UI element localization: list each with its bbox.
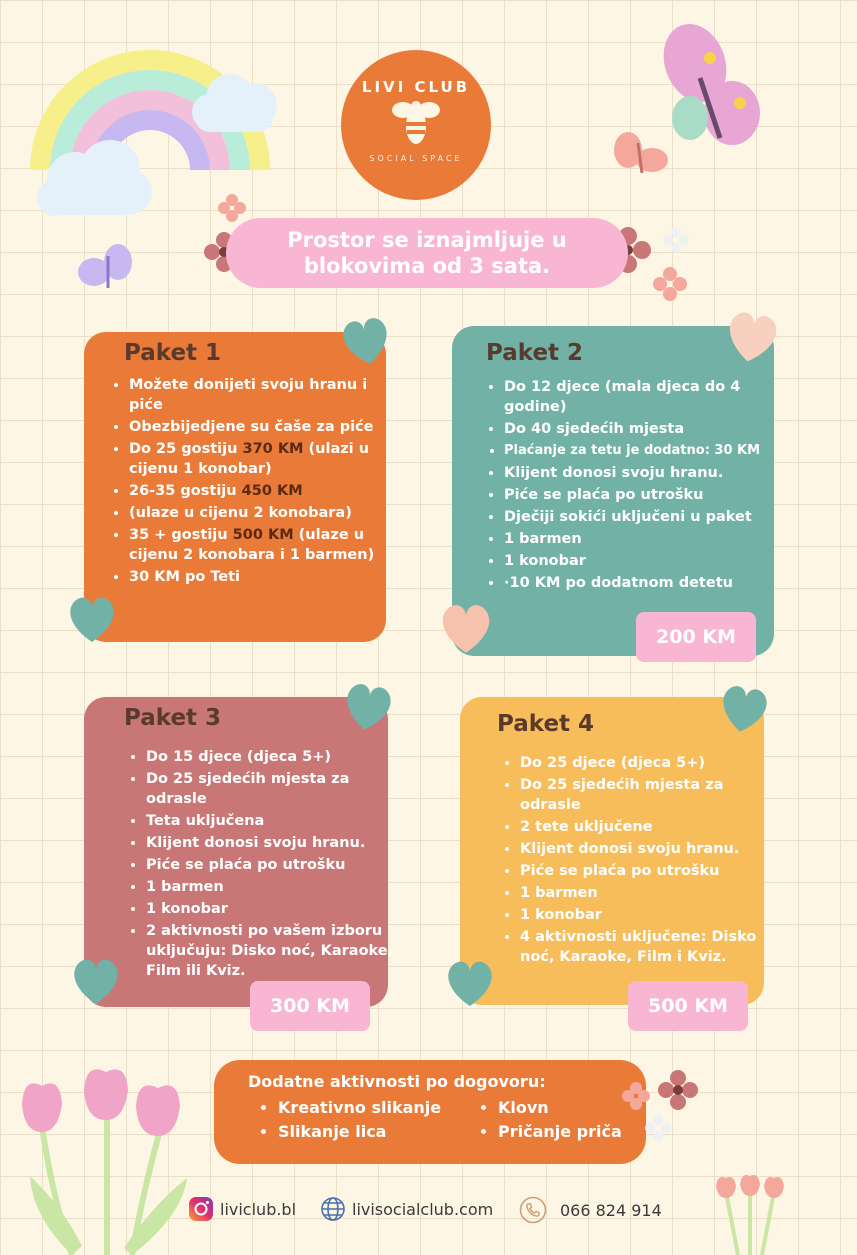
list-item: • Do 25 djece (djeca 5+) xyxy=(520,753,770,773)
list-item: • 1 barmen xyxy=(520,883,770,903)
banner-line-2: blokovima od 3 sata. xyxy=(303,254,551,278)
rental-banner xyxy=(226,218,628,288)
logo-subtitle: SOCIAL SPACE xyxy=(369,154,463,163)
heart-icon xyxy=(716,680,772,736)
globe-icon xyxy=(320,1196,346,1222)
list-item: • 35 + gostiju 500 KM (ulaze u cijenu 2 konobara i 1 barmen) xyxy=(129,525,384,565)
list-item: • 2 tete uključene xyxy=(520,817,770,837)
footer-instagram[interactable] xyxy=(188,1196,296,1222)
list-item: • 1 konobar xyxy=(504,551,789,571)
heart-icon xyxy=(442,952,498,1012)
heart-icon xyxy=(722,306,782,366)
package-card-3 xyxy=(84,697,394,1007)
package-title: Paket 1 xyxy=(124,340,222,366)
package-card-1 xyxy=(84,332,386,642)
phone-icon xyxy=(518,1196,548,1224)
flower-icon xyxy=(618,1066,708,1146)
list-item: • Do 25 sjedećih mjesta za odrasle xyxy=(520,775,770,815)
list-item: • 4 aktivnosti uključene: Disko noć, Karaoke, Film i Kviz. xyxy=(520,927,770,967)
list-item: • Piće se plaća po utrošku xyxy=(520,861,770,881)
list-item: • 26-35 gostiju 450 KM xyxy=(129,481,384,501)
extras-list xyxy=(258,1096,458,1144)
package-title: Paket 4 xyxy=(497,711,595,737)
list-item: • 1 konobar xyxy=(146,899,394,919)
package-card-2 xyxy=(452,326,774,656)
banner-line-1: Prostor se iznajmljuje u xyxy=(287,228,567,252)
list-item: • 2 aktivnosti po vašem izboru uključuju: Disko noć, Karaoke, Film ili Kviz. xyxy=(146,921,394,981)
list-item: • Slikanje lica xyxy=(278,1120,458,1144)
list-item: • Pričanje priča xyxy=(498,1120,658,1144)
club-logo xyxy=(341,50,491,200)
list-item: • Klijent donosi svoju hranu. xyxy=(504,463,789,483)
list-item: • Do 25 sjedećih mjesta za odrasle xyxy=(146,769,394,809)
heart-icon xyxy=(64,590,120,646)
phone-number: 066 824 914 xyxy=(560,1200,662,1220)
package-features xyxy=(500,753,770,969)
list-item: • (ulaze u cijenu 2 konobara) xyxy=(129,503,384,523)
package-title: Paket 2 xyxy=(486,340,584,366)
list-item: • ·10 KM po dodatnom detetu xyxy=(504,573,789,593)
price-highlight: 450 KM xyxy=(241,483,303,499)
package-price: 200 KM xyxy=(636,612,756,662)
list-item: • Klijent donosi svoju hranu. xyxy=(146,833,394,853)
package-features xyxy=(484,377,789,595)
butterfly-icon xyxy=(76,242,138,294)
heart-icon xyxy=(436,596,496,658)
list-item: • Klijent donosi svoju hranu. xyxy=(520,839,770,859)
footer-phone[interactable] xyxy=(518,1196,662,1224)
package-features xyxy=(126,747,394,983)
tulip-icon xyxy=(12,1066,202,1255)
price-highlight: 370 KM xyxy=(242,441,304,457)
package-price: 500 KM xyxy=(628,981,748,1031)
price-highlight: 500 KM xyxy=(232,527,294,543)
list-item: • Do 25 gostiju 370 KM (ulazi u cijenu 1 konobar) xyxy=(129,439,384,479)
package-price: 300 KM xyxy=(250,981,370,1031)
list-item: • Plaćanje za tetu je dodatno: 30 KM xyxy=(504,441,789,461)
heart-icon xyxy=(68,952,124,1008)
package-title: Paket 3 xyxy=(124,705,222,731)
list-item: • Do 40 sjedećih mjesta xyxy=(504,419,789,439)
heart-icon xyxy=(338,312,394,368)
list-item: • Obezbijedjene su čaše za piće xyxy=(129,417,384,437)
list-item: • Dječiji sokići uključeni u paket xyxy=(504,507,789,527)
list-item: • Piće se plaća po utrošku xyxy=(146,855,394,875)
heart-icon xyxy=(340,678,396,734)
list-item: • 1 konobar xyxy=(520,905,770,925)
footer-website[interactable] xyxy=(320,1196,493,1222)
list-item: • Kreativno slikanje xyxy=(278,1096,458,1120)
extra-activities-panel xyxy=(214,1060,646,1164)
list-item: • Klovn xyxy=(498,1096,658,1120)
list-item: • 30 KM po Teti xyxy=(129,567,384,587)
list-item: • Do 15 djece (djeca 5+) xyxy=(146,747,394,767)
package-features xyxy=(109,375,384,589)
extras-title: Dodatne aktivnosti po dogovoru: xyxy=(248,1072,546,1091)
tulip-icon xyxy=(712,1174,792,1255)
butterfly-icon xyxy=(610,128,670,183)
logo-title: LIVI CLUB xyxy=(361,78,471,96)
website-url: livisocialclub.com xyxy=(352,1199,494,1219)
list-item: • Teta uključena xyxy=(146,811,394,831)
list-item: • 1 barmen xyxy=(146,877,394,897)
list-item: • Možete donijeti svoju hranu i piće xyxy=(129,375,384,415)
instagram-icon xyxy=(188,1196,214,1222)
list-item: • 1 barmen xyxy=(504,529,789,549)
list-item: • Do 12 djece (mala djeca do 4 godine) xyxy=(504,377,789,417)
package-card-4 xyxy=(460,697,764,1005)
instagram-handle: liviclub.bl xyxy=(220,1199,297,1219)
bee-icon xyxy=(391,94,441,150)
list-item: • Piće se plaća po utrošku xyxy=(504,485,789,505)
